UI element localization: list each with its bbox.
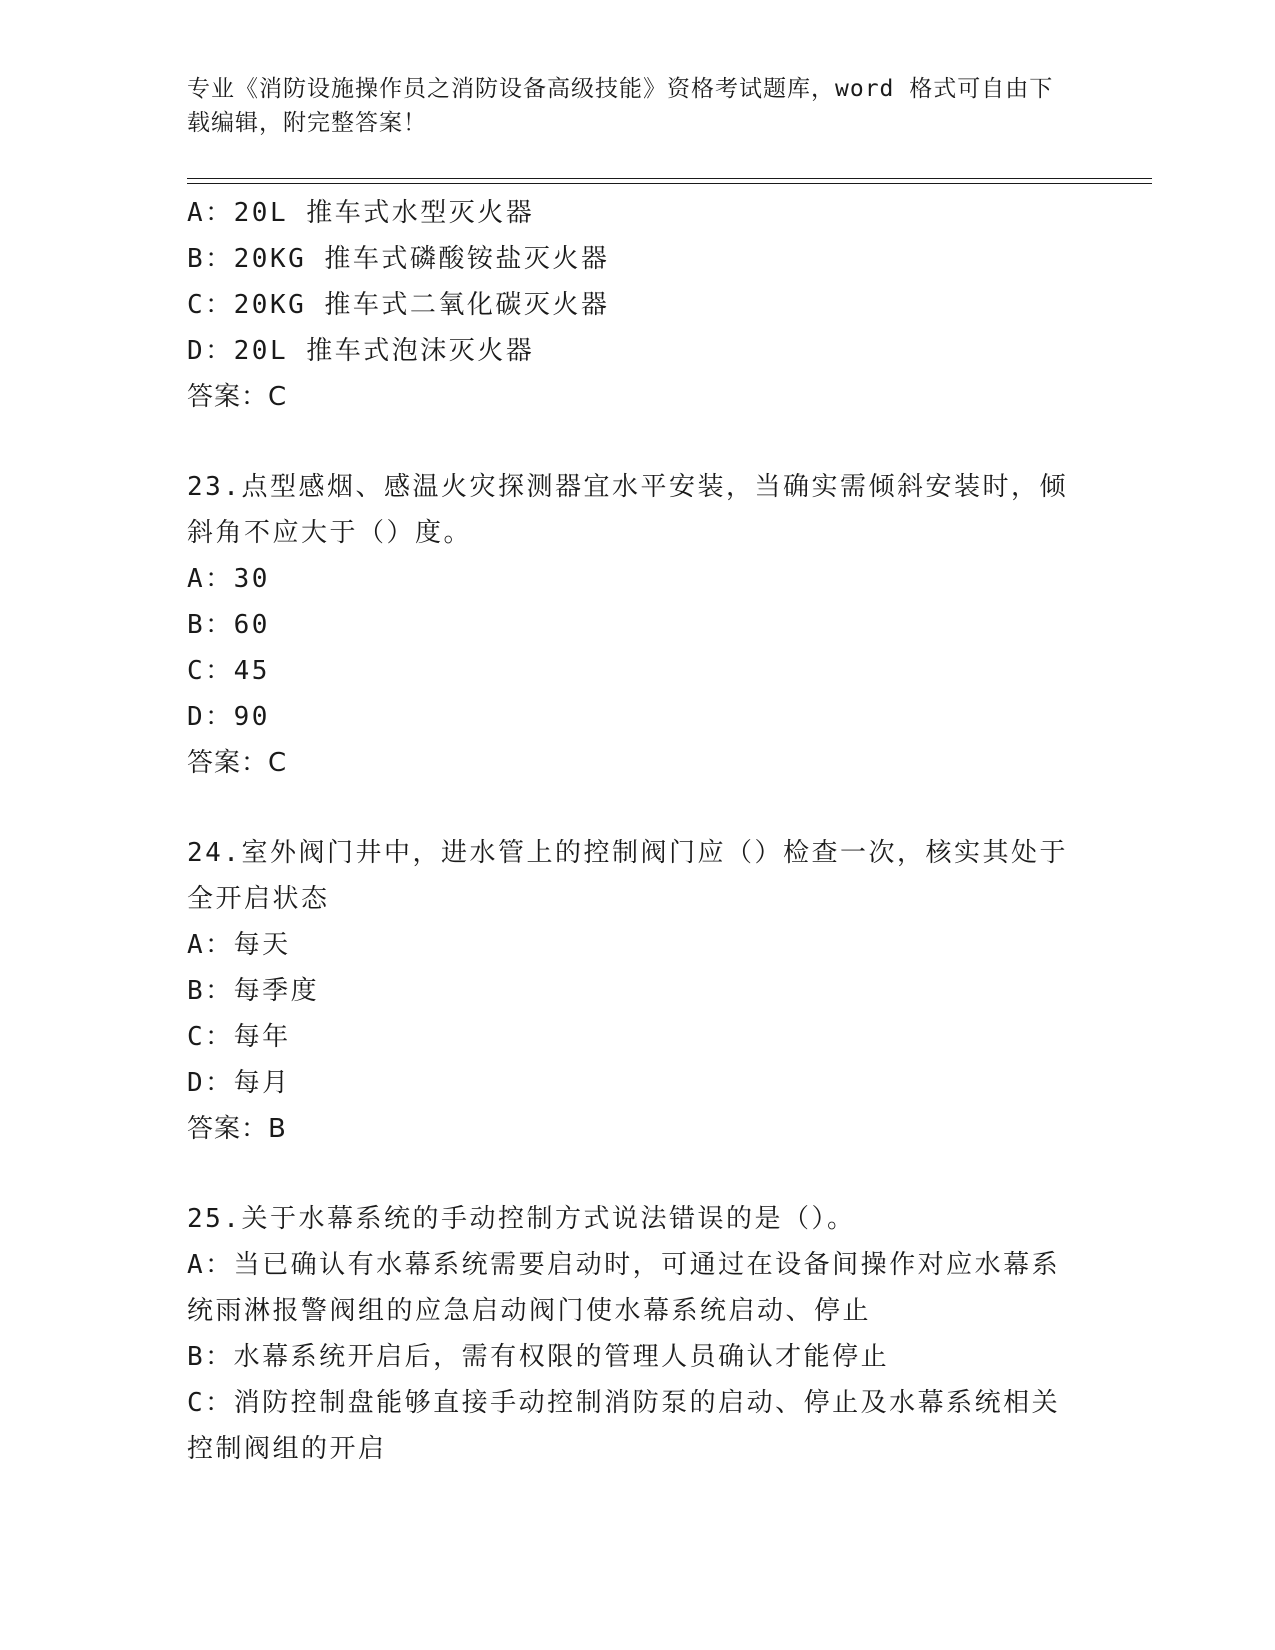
question-stem: 23.点型感烟、感温火灾探测器宜水平安装，当确实需倾斜安装时，倾 — [187, 472, 1068, 502]
question-stem: 25.关于水幕系统的手动控制方式说法错误的是（）。 — [187, 1204, 856, 1234]
option-c: C：20KG 推车式二氧化碳灭火器 — [187, 290, 610, 320]
option-a: A：当已确认有水幕系统需要启动时，可通过在设备间操作对应水幕系 — [187, 1250, 1061, 1280]
option-c: C：45 — [187, 656, 270, 686]
header-divider-top — [187, 178, 1152, 179]
question-stem: 全开启状态 — [187, 884, 330, 914]
option-b: B：20KG 推车式磷酸铵盐灭火器 — [187, 244, 610, 274]
header-line-1: 专业《消防设施操作员之消防设备高级技能》资格考试题库，word 格式可自由下 — [187, 76, 1054, 102]
spacer — [187, 786, 1087, 830]
spacer — [187, 420, 1087, 464]
question-stem: 斜角不应大于（）度。 — [187, 518, 473, 548]
answer: 答案：C — [187, 382, 288, 412]
answer: 答案：C — [187, 748, 288, 778]
option-d: D：每月 — [187, 1068, 291, 1098]
option-d: D：20L 推车式泡沫灭火器 — [187, 336, 535, 366]
option-c: C：每年 — [187, 1022, 291, 1052]
option-b: B：每季度 — [187, 976, 320, 1006]
option-c-continued: 控制阀组的开启 — [187, 1434, 387, 1464]
option-a: A：每天 — [187, 930, 291, 960]
option-c: C：消防控制盘能够直接手动控制消防泵的启动、停止及水幕系统相关 — [187, 1388, 1061, 1418]
spacer — [187, 1152, 1087, 1196]
option-b: B：60 — [187, 610, 270, 640]
option-d: D：90 — [187, 702, 270, 732]
question-stem: 24.室外阀门井中，进水管上的控制阀门应（）检查一次，核实其处于 — [187, 838, 1068, 868]
question-22 — [187, 190, 1087, 420]
option-a: A：20L 推车式水型灭火器 — [187, 198, 535, 228]
document-header — [187, 72, 1067, 140]
header-line-2: 载编辑，附完整答案！ — [187, 110, 427, 136]
answer: 答案：B — [187, 1114, 287, 1144]
question-24 — [187, 830, 1087, 1152]
question-list — [187, 190, 1087, 1472]
header-divider-bottom — [187, 183, 1152, 184]
question-25 — [187, 1196, 1087, 1472]
option-a: A：30 — [187, 564, 270, 594]
option-a-continued: 统雨淋报警阀组的应急启动阀门使水幕系统启动、停止 — [187, 1296, 872, 1326]
question-23 — [187, 464, 1087, 786]
option-b: B：水幕系统开启后，需有权限的管理人员确认才能停止 — [187, 1342, 890, 1372]
